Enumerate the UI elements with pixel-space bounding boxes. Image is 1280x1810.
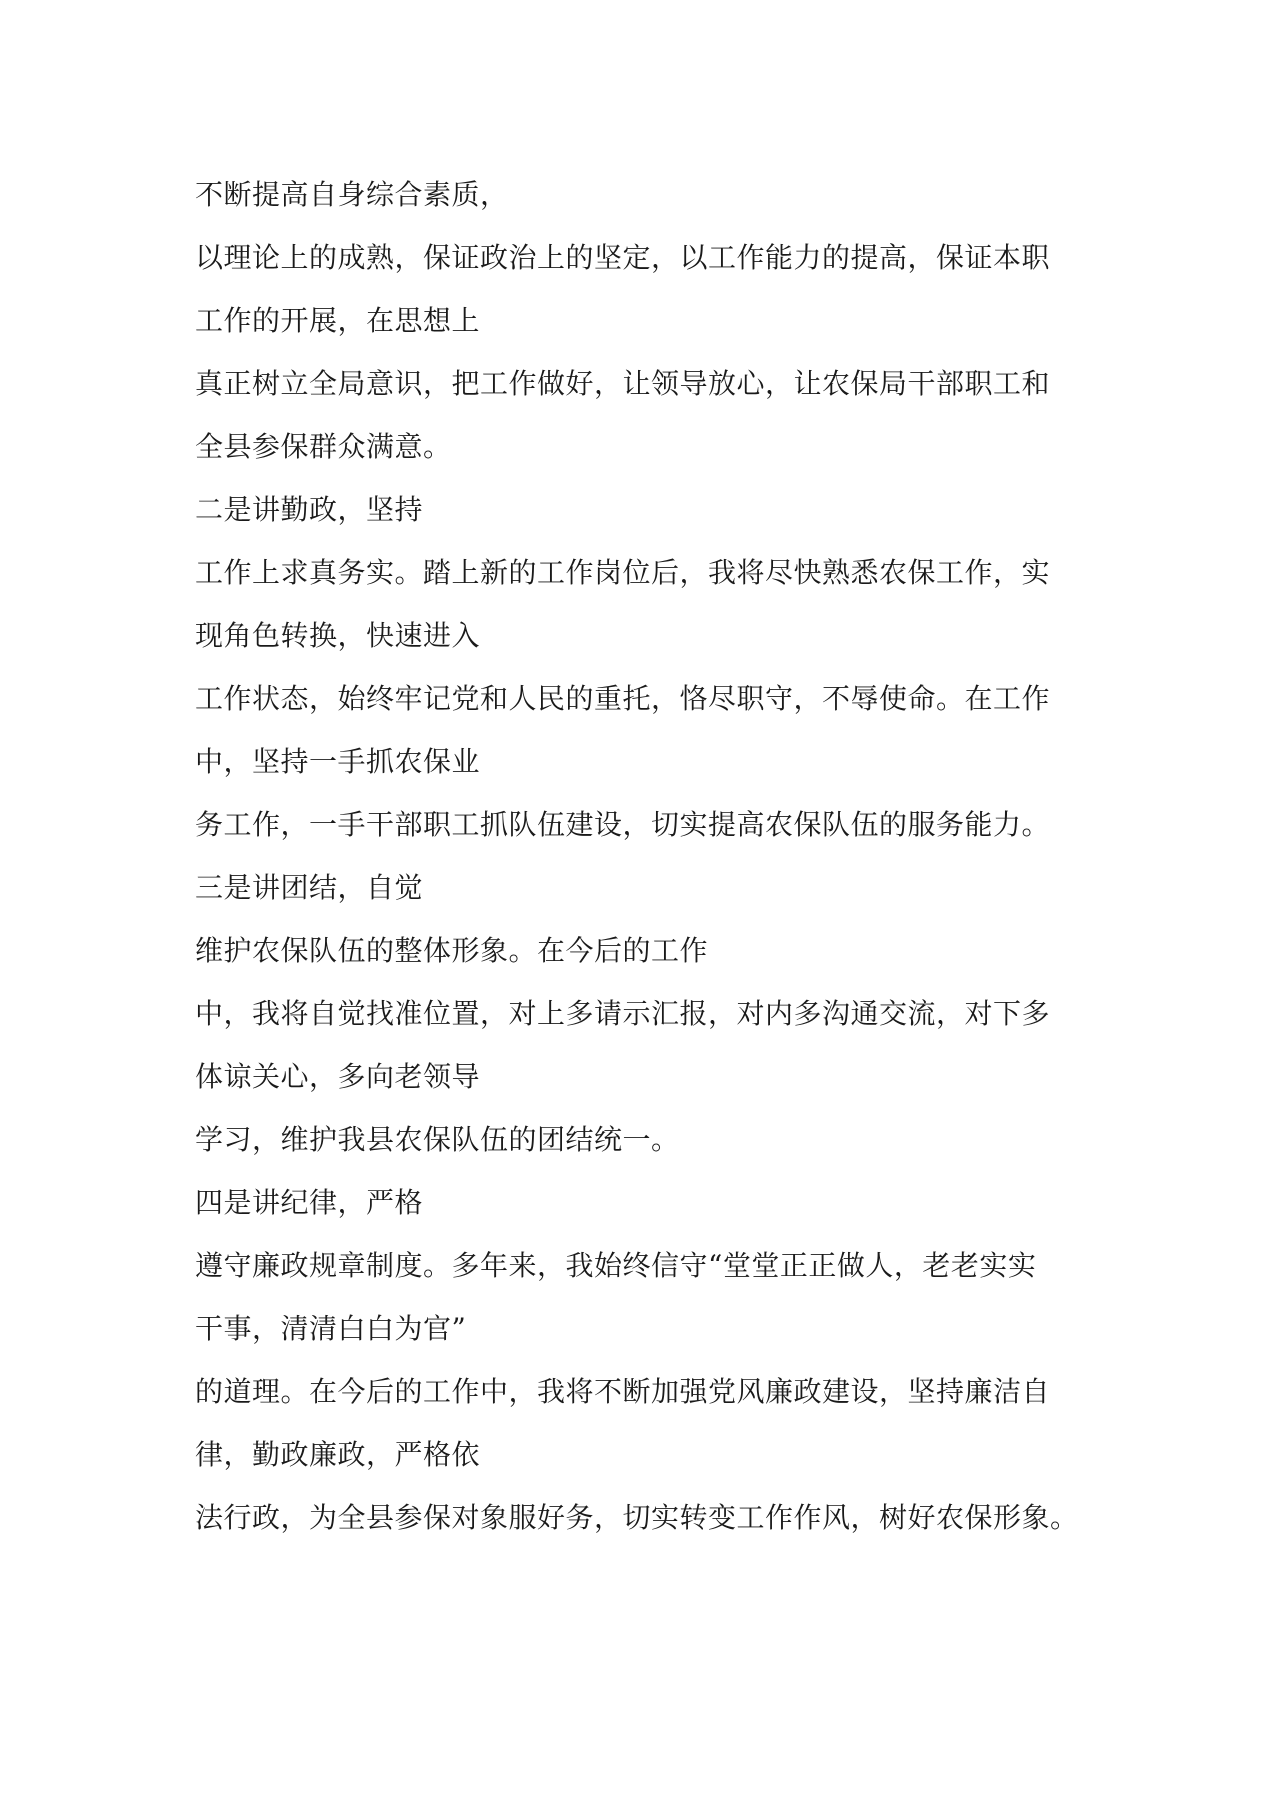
section-heading-2: 二是讲勤政，坚持 xyxy=(195,493,424,526)
section-heading-3: 三是讲团结，自觉 xyxy=(195,871,424,904)
text-line: 务工作，一手干部职工抓队伍建设，切实提高农保队伍的服务能力。 xyxy=(195,808,1051,841)
text-line: 工作的开展，在思想上 xyxy=(195,304,481,337)
text-line: 中，我将自觉找准位置，对上多请示汇报，对内多沟通交流，对下多 xyxy=(195,997,1051,1030)
text-line: 体谅关心，多向老领导 xyxy=(195,1060,481,1093)
text-line: 法行政，为全县参保对象服好务，切实转变工作作风，树好农保形象。 xyxy=(195,1501,1079,1534)
section-heading-4: 四是讲纪律，严格 xyxy=(195,1186,424,1219)
text-line: 遵守廉政规章制度。多年来，我始终信守“堂堂正正做人，老老实实 xyxy=(195,1249,1037,1282)
text-line: 不断提高自身综合素质， xyxy=(195,178,509,211)
text-line: 干事，清清白白为官” xyxy=(195,1312,467,1345)
text-line: 中，坚持一手抓农保业 xyxy=(195,745,481,778)
text-line: 真正树立全局意识，把工作做好，让领导放心，让农保局干部职工和 xyxy=(195,367,1051,400)
text-line: 工作状态，始终牢记党和人民的重托，恪尽职守，不辱使命。在工作 xyxy=(195,682,1051,715)
text-line: 学习，维护我县农保队伍的团结统一。 xyxy=(195,1123,680,1156)
text-line: 现角色转换，快速进入 xyxy=(195,619,481,652)
text-line: 以理论上的成熟，保证政治上的坚定，以工作能力的提高，保证本职 xyxy=(195,241,1051,274)
text-line: 全县参保群众满意。 xyxy=(195,430,452,463)
text-line: 维护农保队伍的整体形象。在今后的工作 xyxy=(195,934,709,967)
text-line: 工作上求真务实。踏上新的工作岗位后，我将尽快熟悉农保工作，实 xyxy=(195,556,1051,589)
document-body xyxy=(195,163,1105,1549)
text-line: 的道理。在今后的工作中，我将不断加强党风廉政建设，坚持廉洁自 xyxy=(195,1375,1051,1408)
text-line: 律，勤政廉政，严格依 xyxy=(195,1438,481,1471)
